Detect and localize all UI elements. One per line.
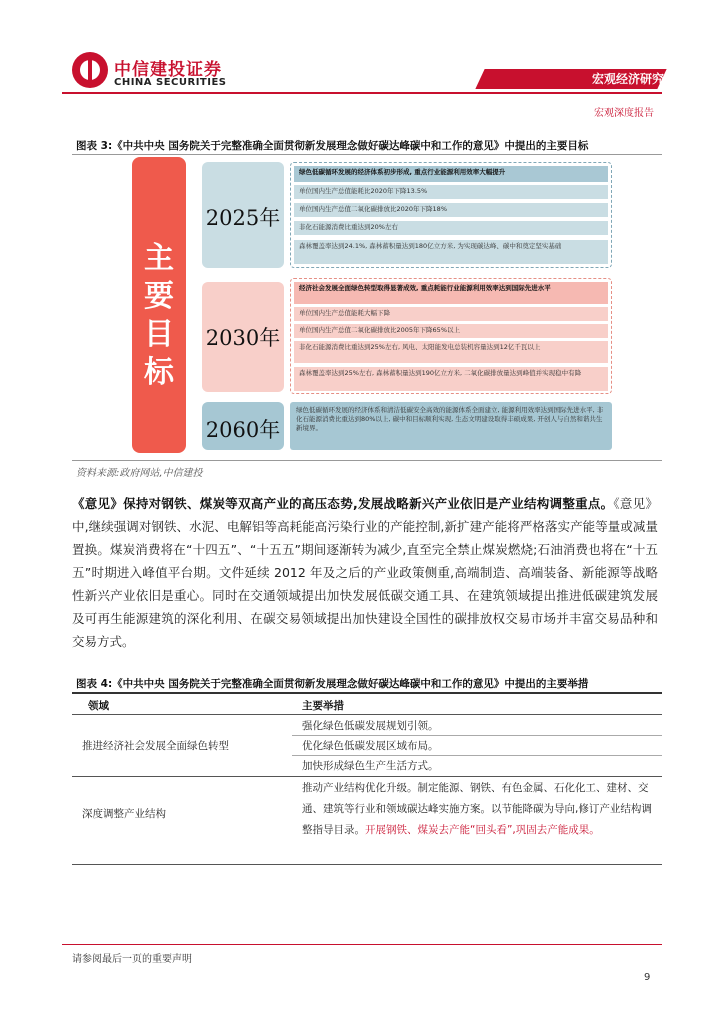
goal-item: 非化石能源消费比重达到25%左右, 风电、太阳能发电总装机容量达到12亿千瓦以上 xyxy=(294,341,608,363)
row-domain: 推进经济社会发展全面绿色转型 xyxy=(82,740,229,752)
goal-item: 森林覆盖率达到25%左右, 森林蓄积量达到190亿立方米, 二氧化碳排放量达到峰值并实现稳中有降 xyxy=(294,367,608,391)
goal-item: 经济社会发展全面绿色转型取得显著成效, 重点耗能行业能源利用效率达到国际先进水平 xyxy=(294,282,608,304)
goal-item: 绿色低碳循环发展的经济体系和清洁低碳安全高效的能源体系全面建立, 能源利用效率达到国际先进水平, 非化石能源消费比重达到80%以上, 碳中和目标顺利实现, 生态文明建设取得丰硕成果, 开创人与自然和谐共生新境界。 xyxy=(290,402,612,450)
page-number: 9 xyxy=(644,972,651,983)
figure3-title: 图表 3:《中共中央 国务院关于完整准确全面贯彻新发展理念做好碳达峰碳中和工作的意见》中提出的主要目标 xyxy=(76,140,589,152)
row-domain: 深度调整产业结构 xyxy=(82,808,166,820)
goal-item: 绿色低碳循环发展的经济体系初步形成, 重点行业能源利用效率大幅提升 xyxy=(294,166,608,182)
goal-item: 单位国内生产总值二氧化碳排放比2020年下降18% xyxy=(294,203,608,217)
year-2025-label: 2025年 xyxy=(205,206,281,230)
measure-item: 加快形成绿色生产生活方式。 xyxy=(302,760,439,772)
year-2060-label: 2060年 xyxy=(205,418,281,442)
department-label: 宏观经济研究 xyxy=(592,72,665,86)
company-logo-icon xyxy=(72,52,108,88)
footer-disclaimer: 请参阅最后一页的重要声明 xyxy=(72,954,192,965)
report-type: 宏观深度报告 xyxy=(594,108,654,119)
main-goals-label: 主要目标 xyxy=(144,241,174,390)
measure-text: 推动产业结构优化升级。制定能源、钢铁、有色金属、石化化工、建材、交通、建筑等行业和领域碳达峰实施方案。以节能降碳为导向,修订产业结构调整指导目录。 xyxy=(302,782,652,836)
company-name-en: CHINA SECURITIES xyxy=(114,77,227,88)
table-header-rule xyxy=(72,714,662,715)
goal-item: 单位国内生产总值能耗比2020年下降13.5% xyxy=(294,185,608,199)
measure-highlight: 开展钢铁、煤炭去产能“回头看”,巩固去产能成果。 xyxy=(365,824,600,836)
col-measures-header: 主要举措 xyxy=(302,700,344,712)
cell-divider xyxy=(292,735,662,736)
goal-item: 非化石能源消费比重达到20%左右 xyxy=(294,221,608,235)
footer-divider xyxy=(62,944,662,945)
figure3-top-rule xyxy=(72,154,662,155)
body-paragraph xyxy=(72,492,658,653)
cell-divider xyxy=(292,755,662,756)
measure-item xyxy=(302,778,654,841)
figure3-bottom-rule xyxy=(72,460,662,461)
measure-item: 优化绿色低碳发展区域布局。 xyxy=(302,740,439,752)
goal-item: 单位国内生产总值二氧化碳排放比2005年下降65%以上 xyxy=(294,324,608,338)
goal-item: 森林覆盖率达到24.1%, 森林蓄积量达到180亿立方米, 为实现碳达峰、碳中和奠定坚实基础 xyxy=(294,240,608,264)
header-divider xyxy=(62,92,662,94)
col-domain-header: 领域 xyxy=(88,700,109,712)
row-divider xyxy=(72,776,662,777)
figure3-source: 资料来源:政府网站,中信建投 xyxy=(76,468,203,479)
year-2030-label: 2030年 xyxy=(205,326,281,350)
measure-item: 强化绿色低碳发展规划引领。 xyxy=(302,720,439,732)
goal-item: 单位国内生产总值能耗大幅下降 xyxy=(294,307,608,321)
company-name-cn: 中信建投证券 xyxy=(114,60,222,80)
figure4-title: 图表 4:《中共中央 国务院关于完整准确全面贯彻新发展理念做好碳达峰碳中和工作的意见》中提出的主要举措 xyxy=(76,678,589,690)
table-bottom-rule xyxy=(72,864,662,865)
paragraph-body: 《意见》中,继续强调对钢铁、水泥、电解铝等高耗能高污染行业的产能控制,新扩建产能将严格落实产能等量或减量置换。煤炭消费将在“十四五”、“十五五”期间逐渐转为减少,直至完全禁止煤炭燃烧;石油消费也将在“十五五”时期进入峰值平台期。文件延续 2012 年及之后的产业政策侧重,高端制造、高端装备、新能源等战略性新兴产业依旧是重心。同时在交通领域提出加快发展低碳交通工具、在建筑领域提出推进低碳建筑发展及可再生能源建筑的深化利用、在碳交易领域提出加快建设全国性的碳排放权交易市场并丰富交易品种和交易方式。 xyxy=(72,496,658,649)
paragraph-lead: 《意见》保持对钢铁、煤炭等双高产业的高压态势,发展战略新兴产业依旧是产业结构调整重点。 xyxy=(72,496,614,511)
table-top-rule xyxy=(72,692,662,694)
